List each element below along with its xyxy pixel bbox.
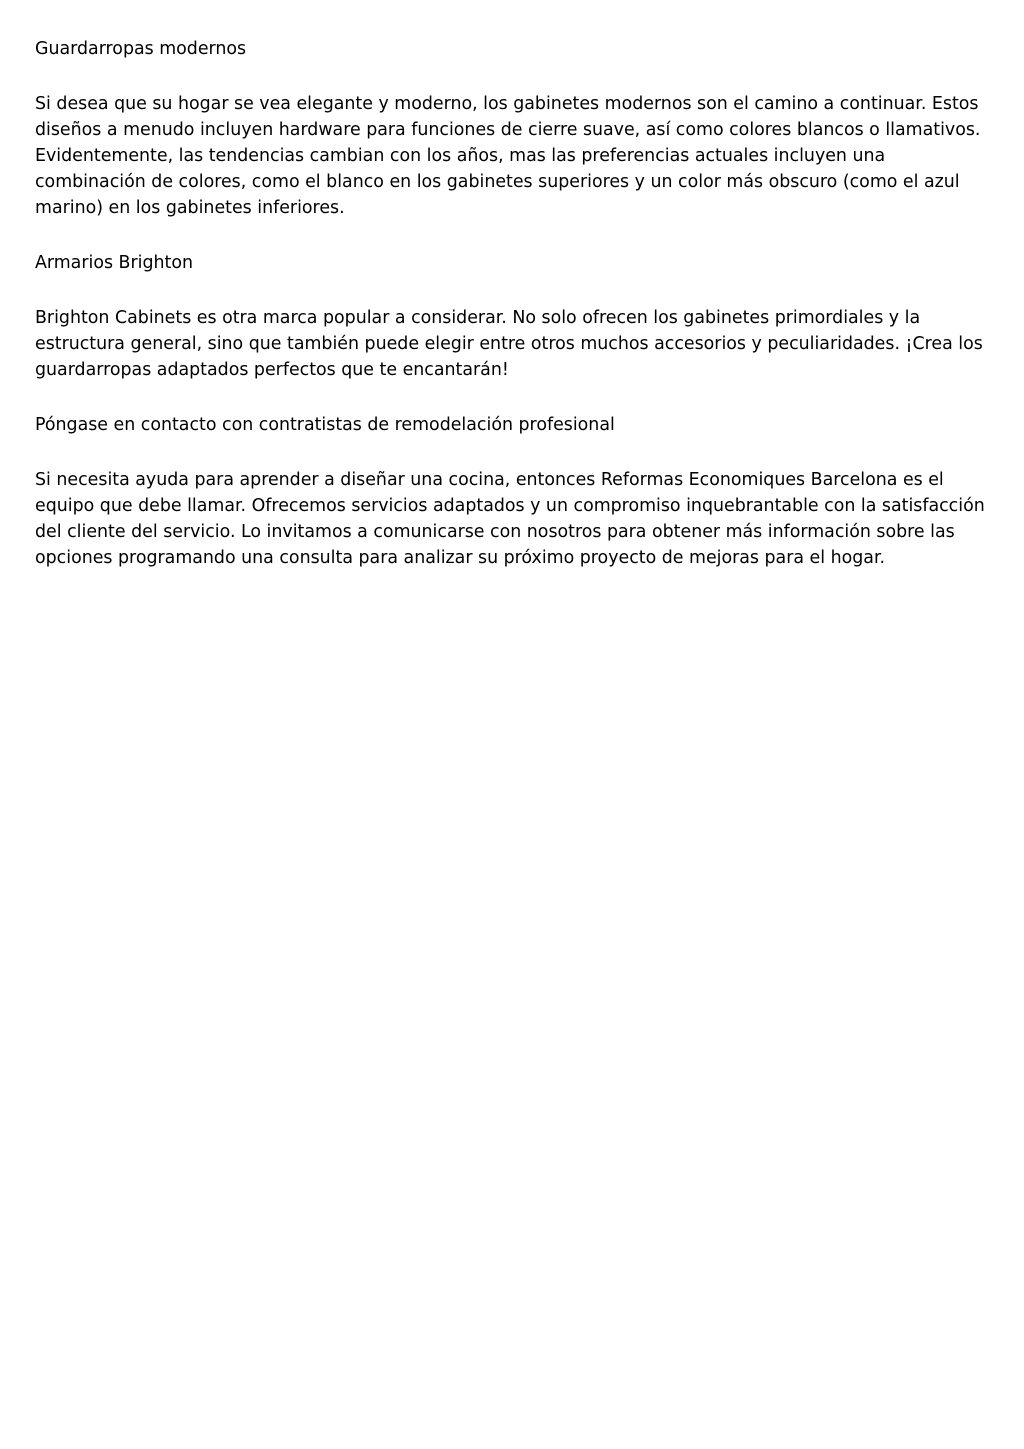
section-heading: Armarios Brighton bbox=[35, 253, 194, 273]
section-heading: Guardarropas modernos bbox=[35, 39, 247, 59]
section-paragraph: Si desea que su hogar se vea elegante y moderno, los gabinetes modernos son el camino a continuar. Estos diseños a menudo incluyen hardware para funciones de cierre suave, así como colores blancos o llamativos. Evidentemente, las tendencias cambian con los años, mas las preferencias actuales incluyen una combinación de colores, como el blanco en los gabinetes superiores y un color más obscuro (como el azul marino) en los gabinetes inferiores. bbox=[35, 94, 981, 218]
section-paragraph: Brighton Cabinets es otra marca popular a considerar. No solo ofrecen los gabinetes primordiales y la estructura general, sino que también puede elegir entre otros muchos accesorios y peculiaridades. ¡Crea los guardarropas adaptados perfectos que te encantarán! bbox=[35, 308, 983, 380]
document-page bbox=[35, 36, 985, 600]
section-heading: Póngase en contacto con contratistas de remodelación profesional bbox=[35, 415, 615, 435]
section-paragraph: Si necesita ayuda para aprender a diseñar una cocina, entonces Reformas Economiques Barcelona es el equipo que debe llamar. Ofrecemos servicios adaptados y un compromiso inquebrantable con la satisfacción del cliente del servicio. Lo invitamos a comunicarse con nosotros para obtener más información sobre las opciones programando una consulta para analizar su próximo proyecto de mejoras para el hogar. bbox=[35, 470, 985, 568]
